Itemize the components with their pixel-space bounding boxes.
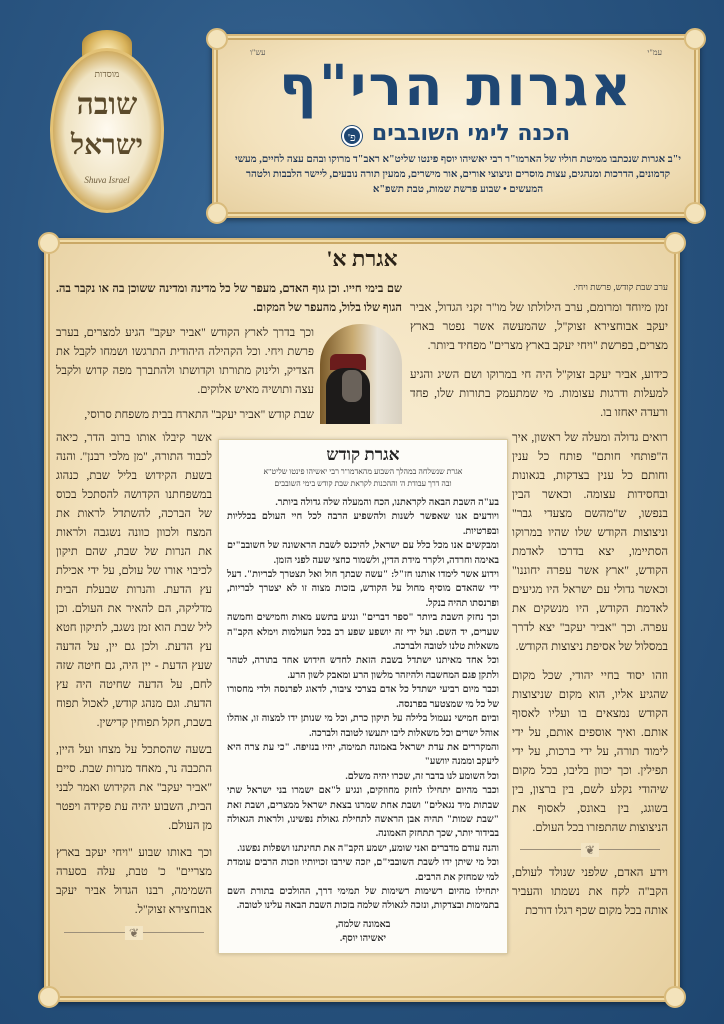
paragraph: וכל מי שיתן ידו לשבת השובבי"ם, יזכה שירבו זכויותיו וזכות הרבים עומדת למי שמחזק את הרבים. <box>227 857 499 883</box>
paragraph: בשעה שהסתכל על מצחו ועל היין, התכבה נר, מאחד מנרות שבת. סיים "אביר יעקב" את הקידוש ואמר לבני הבית, השבוע יהיה עת פקידה ויפטר מן העולם. <box>56 744 212 832</box>
top-left-text <box>56 324 314 425</box>
logo-latin: Shuva Israel <box>84 175 130 185</box>
paragraph: וכך נחזק השבת ביותר "ספר דברים" ונגיע בתשע מאות וחמישים וחמשה שערים, יד השם. ועל ידי זה יושפע שפע רב בכל העולמות וימלא הקב"ה משאלות טלנו לטובה ולברכה. <box>227 612 499 653</box>
left-side <box>56 280 508 954</box>
paragraph: וזהו יסוד בחיי יהודי, שכל מקום שהגיע אליו, הוא מקום שניצוצות הקודש נמצאים בו ועליו לאסוף אותם. ואיך אוספים אותם, על ידי לימוד תורה, על ידי ברכות, על ידי תפילין. וכך יכוון בליבו, בכל מקום שיהודי נקלע לשם, בין ברצון, בין בשוגג, בין באונס, לאסוף את הניצוצות שהתפזרו בכל העולם. <box>512 669 668 834</box>
ornament-divider <box>520 843 660 857</box>
header-corner-left: עש"ו <box>250 48 266 57</box>
paragraph: וכבר מיום רביעי ישתדל כל אדם בצרכי ציבור, לדאוג לפרנסה ולדי מחסורו של כל מי שמצטער בפרנסה. <box>227 684 499 710</box>
left-column-text <box>56 429 212 920</box>
paragraph: וכל אחד מאיתנו ישתדל בשבת הזאת לחדש חידוש אחד בתורה, לטהר ולתקן פגם המחשבה ולהיזהר מלשון הרע ומאבק לשון הרע. <box>227 655 499 681</box>
logo <box>48 30 166 220</box>
paragraph: וביום חמישי נעמול בלילה על תיקון כרת, וכל מי שנותן ידו למצוה זו, אוהלו אוהל ישרים וכל משאלות ליבו יתעשו לטובה ולברכה. <box>227 713 499 739</box>
header-subtitle: הכנה לימי השובבים <box>371 121 571 146</box>
top-left-bold-text: שם בימי חייו. וכן גוף האדם, מעפר של כל מדינה ומדינה ששוכן בה או נקבר בה. הגוף שלו בלול, מהעפר של המקום. <box>56 283 402 314</box>
paragraph: ויודעים אנו שאפשר לשנות ולהשפיע הרבה לכל חיי העולם בכלליות ובפרטיות. <box>227 511 499 537</box>
header-description: י"ב אגרות שנכתבו ממיטת חוליו של הארמו"ר רבי יאשיהו יוסף פינטו שליט"א ראב"ד מרוקו ובהם עצה לחיים, מעשי קדמונים, הדרכות ומנהגים, עצות מוסרים וניצוצי אורים, אור מישרים, ממעין תורה נובעים, ליישר הלבבות ולטהר המעשים • שבוע פרשת שמות, טבת תשפ"א <box>235 154 681 195</box>
left-column <box>56 429 212 946</box>
top-left-row <box>56 324 402 425</box>
header-subtitle-row <box>214 120 698 150</box>
paragraph: וכל השומע לנו בדבר זה, שכרו יהיה משלם. <box>345 770 499 782</box>
holy-letter-subtitle: אגרת שנשלחה במהלך השבוע מהאדמו"ר רבי יאשיהו פינטו שליט"א <box>263 467 463 476</box>
logo-line2: ישראל <box>71 130 143 161</box>
paragraph: והמקררים את עדת ישראל באמונה תמימה, יהיו בנזיפה. "כי עת צרה היא ליעקב וממנה יוושע" <box>227 741 499 768</box>
logo-oval <box>50 48 164 213</box>
holy-letter-subtitle: ובה דרך עבודת ה' וההכנות לקראת שבת קודש בימי השובבים <box>274 479 452 488</box>
holy-letter-box <box>218 439 508 954</box>
holy-letter-body <box>227 496 499 947</box>
paragraph: רואים גדולה ומעלה של ראשון, איך ה"פותחי חותם" פותח כל ענין וחותם כל ענין בצדקות, בגאונות ובחסידות עצומה. וכאשר הבין בנפשו, ש"מהשם מצעדי גבר" וניצוצות הקודש שלו שהיו במרוקו הסתיימו, יצא בדרכו לאדמת הקודש, "ארץ אשר עפרה יחוננו" וכאשר גדולי עם ישראל היו מגיעים לאדמת הקודש, היו מנשקים את עפרה. וכך "אביר יעקב" יצא לדרך במסלול של אסיפת ניצוצות הקודש. <box>512 431 668 653</box>
holy-letter-title: אגרת קודש <box>326 445 400 464</box>
paragraph: כידוע, אביר יעקב זצוק"ל היה חי במרוקו ושם השיג והגיע למעלות ודרגות עצומות. מי שמתעמק בתורות שלו, פחד ורעדה יאחזו בו. <box>410 368 668 419</box>
paragraph: וכבר מהיום יתחילו לחזק מחוזקים, ונגיע ל"אם ישמרו בני ישראל שתי שבתות מיד נגאלים" ושבת אחת שמרנו בצאת ישראל ממצרים, ושבת זאת "שבת שמות" תהיה אבן הראשה לתחילת גאולת נפשינו, ולראות הגאולה בבידור יותר, שכך תתחזק האמונה. <box>227 785 499 840</box>
letter-date: ערב שבת קודש, פרשת ויחי. <box>573 282 668 292</box>
signature: יאשיהו יוסף. <box>339 933 387 945</box>
paragraph: בע"ה השבת הבאה לקראתנו, הכח והמעלה שלה גדולה ביותר. <box>275 497 499 508</box>
paragraph: וכך באותו שבוע "ויחי יעקב בארץ מצריים" כ' טבת, עלה בסערה השמימה, רבנו הגדול אביר יעקב אבוחצירא זצוק"ל. <box>56 847 212 916</box>
paragraph: יתחילו מהיום רשימות רשימות של תמימי דרך, ההולכים בתורת השם בתמימות ובצדקות, ונזכה לגאולה שלמה בזכות השבת הבאה עלינו לטובה. <box>227 885 499 912</box>
header-panel <box>212 34 700 218</box>
ornament-flower-icon: ❦ <box>125 926 143 940</box>
header-corner-right: עמ"י <box>647 48 662 57</box>
header-badge: פ' <box>342 126 362 146</box>
bottom-right-text: וידע האדם, שלפני שנולד לעולם, הקב"ה לקח את נשמתו והעביר אותה בכל מקום שכף רגלו דורכת <box>512 866 668 917</box>
paragraph: זמן מיוחד ומרומם, ערב הילולתו של מו"ר זקני הגדול, אביר יעקב אבוחצירא זצוק"ל, שהמעשה אשר נפטר בארץ מצרים, בפרשת "ויחי יעקב בארץ מצרים" מפחיד ביותר. <box>410 301 668 352</box>
ornament-divider <box>64 926 204 940</box>
paragraph: והנה עודם מדברים ואני שומע, ישמע הקב"ה את תחינתנו ושפלות נפשנו. <box>237 842 499 854</box>
paragraph: וכך בדרך לארץ הקודש "אביר יעקב" הגיע למצרים, בערב פרשת ויחי. וכל הקהילה היהודית התרגשו ושמחו לקבל את הצדיק, ולינוק מתורתו וקדושתו ולהתברך מפה קדוש ולקבל עצה ותושיה מאיש אלוקים. <box>56 327 314 396</box>
right-column-text <box>512 428 668 920</box>
rabbi-photo <box>320 324 402 424</box>
logo-top-label: מוסדות <box>94 69 120 79</box>
header-title: אגרות הרי"ף <box>278 54 634 119</box>
letter-title: אגרת א' <box>326 246 398 271</box>
paragraph: אשר קיבלו אותו ברוב הדר, כיאה לכבוד התורה, "מן מלכי רבנן". והנה בשעת הקידוש בליל שבת, כנהוג במשפחתנו הקדושה להסתכל בכוס של הברכה, להשתדל לראות את המצח ולכוון כוונה נשגבה ולראות את הנרות של שבת, שהם תיקון לכיבוי אורו של עולם, על ידי אכילת עץ הדעת. והנרות שבעלת הבית מדליקה, הם להאיר את העולם. וכן ליל שבת הוא זמן נשגב, לתיקון חטא עץ הדעת. ולכן גם יין, על הדעה שעץ הדעת - יין היה, גם חיטה שזה לחם, על הדעה שחיטה היה עץ הדעת. וגם מנהג קודש, לאכול תפוח בשבת, חקל תפוחין קדישין. <box>56 432 212 729</box>
logo-line1: שובה <box>76 88 138 121</box>
paragraph: וידוע אשר לימדו אותנו חז"ל: "עשה שבתך חול ואל תצטרך לבריות". דעל ידי שהאדם מוסיף מחול על הקודש, בזכות מצוה זו לא יצטרך לבריות, ופרנסתו תהיה בנקל. <box>227 569 499 609</box>
lower-left-row <box>56 429 508 954</box>
closing: באמונה שלמה, <box>335 918 391 930</box>
paragraph: ומבקשים אנו מכל כלל עם ישראל, להיכנס לשבת הראשונה של חשובב"ים באימה וחרדה, ולקרר מידת הדין, ולשמור כחצי שעה לפני הזמן. <box>227 540 499 566</box>
ornament-flower-icon: ❦ <box>581 843 599 857</box>
paragraph: שבת קודש "אביר יעקב" התארח בבית משפחת סרוסי, <box>84 409 314 421</box>
